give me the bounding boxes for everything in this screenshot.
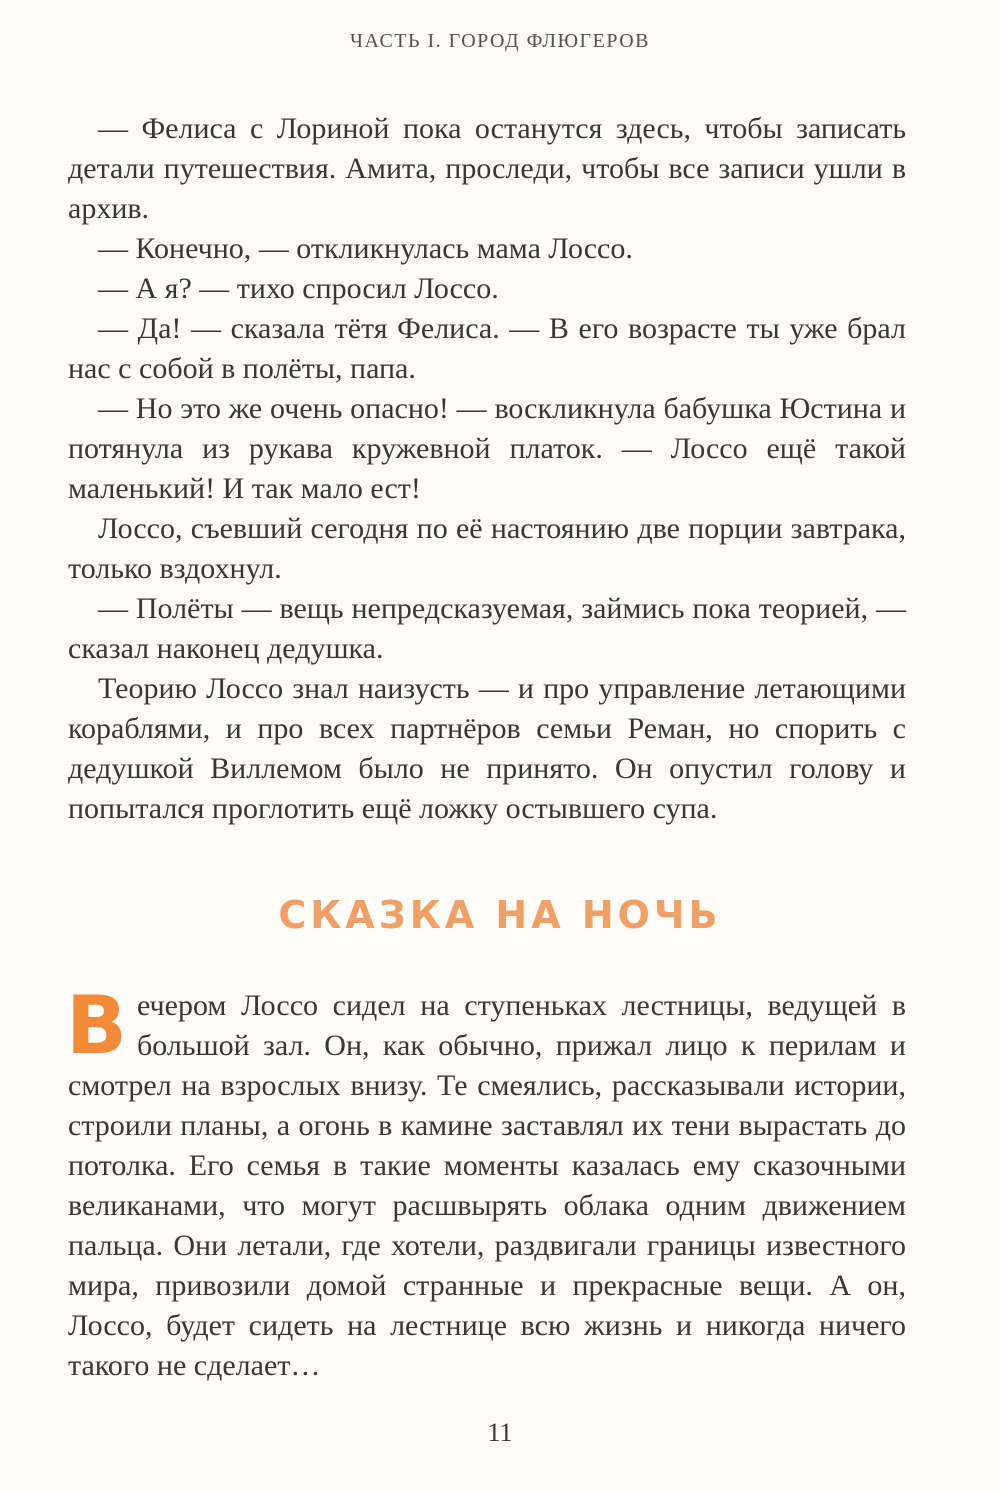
running-head: ЧАСТЬ I. ГОРОД ФЛЮГЕРОВ	[350, 30, 650, 52]
chapter-paragraph	[66, 979, 906, 1386]
paragraph: — А я? — тихо спросил Лоссо.	[98, 272, 499, 305]
chapter-title: СКАЗКА НА НОЧЬ	[278, 893, 722, 937]
paragraph: — Конечно, — откликнулась мама Лоссо.	[98, 232, 633, 265]
paragraph: Лоссо, съевший сегодня по её настоянию две порции завтрака, только вздохнул.	[68, 512, 906, 585]
chapter-text: ечером Лоссо сидел на ступеньках лестницы, ведущей в большой зал. Он, как обычно, прижал лицо к перилам и смотрел на взрослых внизу. Те смеялись, рассказывали истории, строили планы, а огонь в камине заставлял их тени вырастать до потолка. Его семья в такие моменты казалась ему сказочными великанами, что могут расшвырять облака одним движением пальца. Они летали, где хотели, раздвигали границы известного мира, привозили домой странные и прекрасные вещи. А он, Лоссо, будет сидеть на лестнице всю жизнь и никогда ничего такого не сделает…	[68, 989, 906, 1382]
paragraph: — Но это же очень опасно! — воскликнула бабушка Юстина и потянула из рукава кружевной платок. — Лоссо ещё такой маленький! И так мало ест!	[68, 392, 906, 505]
dialogue-section	[68, 109, 906, 829]
paragraph: — Да! — сказала тётя Фелиса. — В его возрасте ты уже брал нас с собой в полёты, папа.	[68, 312, 906, 385]
paragraph: — Фелиса с Лориной пока останутся здесь, чтобы записать детали путешествия. Амита, проследи, чтобы все записи ушли в архив.	[68, 112, 906, 225]
drop-cap: В	[66, 979, 127, 1072]
page-number: 11	[487, 1418, 513, 1447]
paragraph: Теорию Лоссо знал наизусть — и про управление летающими кораблями, и про всех партнёров семьи Реман, но спорить с дедушкой Виллемом было не принято. Он опустил голову и попытался проглотить ещё ложку остывшего супа.	[68, 672, 906, 825]
paragraph: — Полёты — вещь непредсказуемая, займись пока теорией, — сказал наконец дедушка.	[68, 592, 906, 665]
chapter-section	[66, 979, 906, 1386]
